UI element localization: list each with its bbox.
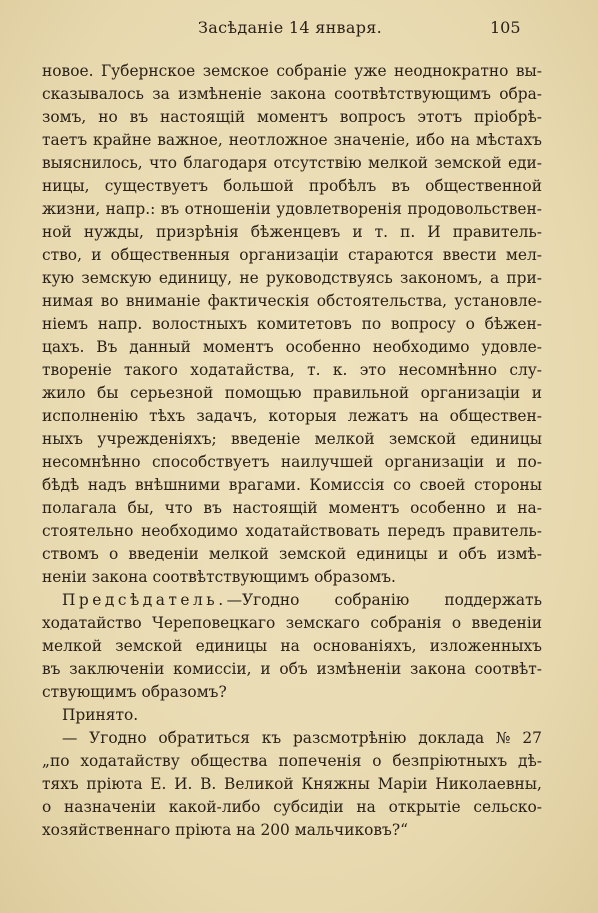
word: закона xyxy=(269,85,326,103)
word: собраніе xyxy=(276,62,347,80)
text-line xyxy=(42,221,542,244)
word: измѣненіе xyxy=(178,85,262,103)
word: при- xyxy=(506,269,542,287)
word: зомъ, xyxy=(42,108,87,126)
word: правитель- xyxy=(452,522,542,540)
word: земской xyxy=(279,545,347,563)
word: о xyxy=(372,752,382,770)
word: фактическія xyxy=(207,292,310,310)
word: мел- xyxy=(505,246,542,264)
word: общества xyxy=(190,752,268,770)
word: измѣненіи xyxy=(316,660,402,678)
word: Череповецкаго xyxy=(152,614,276,632)
word: И xyxy=(427,223,441,241)
word: п. xyxy=(400,223,416,241)
text-line xyxy=(42,727,542,750)
word: напр. xyxy=(97,315,143,333)
word: Великой xyxy=(224,775,294,793)
word: ходатайство xyxy=(42,614,142,632)
body-text xyxy=(42,60,542,842)
word: уже xyxy=(354,62,387,80)
word: сельско- xyxy=(473,798,542,816)
text-line xyxy=(42,290,542,313)
word: мѣстахъ xyxy=(475,131,542,149)
text-line xyxy=(42,198,542,221)
word: задачъ, xyxy=(196,407,258,425)
word: ввести xyxy=(442,246,497,264)
word: дѣ- xyxy=(517,752,542,770)
word: на- xyxy=(517,499,542,517)
page-number: 105 xyxy=(490,18,521,37)
text-line xyxy=(42,635,542,658)
word: слу- xyxy=(509,361,542,379)
word: необходимо xyxy=(141,522,238,540)
word: стоятельно xyxy=(42,522,134,540)
word: бѣженцевъ xyxy=(250,223,341,241)
speaker-name: Предсѣдатель. xyxy=(62,591,227,609)
word: организаціи xyxy=(420,384,521,402)
text-line xyxy=(42,106,542,129)
word: мелкой xyxy=(42,637,102,655)
running-header xyxy=(0,18,598,42)
word: ибо xyxy=(415,131,445,149)
word: Николаевны, xyxy=(435,775,542,793)
word: новое. xyxy=(42,62,94,80)
word: ницы, xyxy=(42,177,90,195)
word: на xyxy=(419,407,439,425)
word: доклада xyxy=(418,729,485,747)
word: земское xyxy=(202,62,269,80)
text-line xyxy=(42,566,542,589)
word: субсидіи xyxy=(273,798,344,816)
word: ныхъ xyxy=(42,430,83,448)
word: мелкой xyxy=(208,545,269,563)
word: собранію xyxy=(334,591,410,609)
word: 27 xyxy=(522,729,542,747)
word: безпріютныхъ xyxy=(392,752,508,770)
word: этотъ xyxy=(417,108,463,126)
word: нимая xyxy=(42,292,94,310)
word: измѣ- xyxy=(496,545,542,563)
word: ходатайству xyxy=(80,752,180,770)
word: помощью xyxy=(224,384,302,402)
word: ніемъ xyxy=(42,315,89,333)
word: удовле- xyxy=(481,338,542,356)
text-line xyxy=(42,681,542,704)
word: лежатъ xyxy=(347,407,409,425)
word: это xyxy=(359,361,387,379)
word: способствуетъ xyxy=(151,453,270,471)
word: о xyxy=(108,545,119,563)
word: Е. xyxy=(150,775,167,793)
word: и xyxy=(531,384,542,402)
word: удовлетворенія xyxy=(276,200,402,218)
word: учрежденіяхъ; xyxy=(97,430,217,448)
word: продовольствен- xyxy=(407,200,542,218)
text-line xyxy=(42,658,542,681)
word: назначеніи xyxy=(64,798,156,816)
word: стараются xyxy=(347,246,434,264)
word: моментъ xyxy=(328,499,400,517)
word: Комиссія xyxy=(309,476,385,494)
word: мелкой xyxy=(314,430,375,448)
word: волостныхъ xyxy=(152,315,248,333)
word: бы xyxy=(96,384,119,402)
word: кую xyxy=(42,269,75,287)
text-line xyxy=(42,819,542,842)
word: комиссіи, xyxy=(173,660,252,678)
word: въ xyxy=(203,499,222,517)
word: пріобрѣ- xyxy=(474,108,542,126)
word: не xyxy=(239,269,259,287)
word: и xyxy=(260,660,271,678)
word: надъ xyxy=(87,476,127,494)
word: закономъ, xyxy=(400,269,483,287)
word: объ xyxy=(458,545,487,563)
text-line xyxy=(42,451,542,474)
text-line xyxy=(42,796,542,819)
word: жило xyxy=(42,384,86,402)
word: значеніе, xyxy=(333,131,410,149)
word: на xyxy=(356,798,376,816)
text-line xyxy=(42,497,542,520)
word: о xyxy=(42,798,52,816)
word: напр.: xyxy=(105,200,156,218)
text-line xyxy=(42,336,542,359)
word: твореніе xyxy=(42,361,112,379)
word: попеченія xyxy=(278,752,362,770)
word: единицы xyxy=(356,545,428,563)
word: существуетъ xyxy=(104,177,209,195)
text-line xyxy=(42,773,542,796)
word: выяснилось, xyxy=(42,154,143,172)
word: общественной xyxy=(425,177,542,195)
word: передъ xyxy=(387,522,446,540)
word: введеніи xyxy=(471,614,542,632)
word: обществен- xyxy=(449,407,542,425)
word: поддержать xyxy=(444,591,542,609)
word: введеніе xyxy=(231,430,301,448)
word: ходатайствовать xyxy=(245,522,380,540)
word: Губернское xyxy=(100,62,196,80)
word: неотложное xyxy=(228,131,328,149)
word: внѣшними xyxy=(135,476,221,494)
word: настоящій xyxy=(232,499,318,517)
word: земскаго xyxy=(285,614,360,632)
word: со xyxy=(393,476,412,494)
word: въ xyxy=(160,200,180,218)
word: моментъ xyxy=(257,108,328,126)
word: стороны xyxy=(473,476,542,494)
word: единицы xyxy=(195,637,268,655)
word: бѣдѣ xyxy=(42,476,80,494)
text-line xyxy=(42,60,542,83)
word: нужды, xyxy=(83,223,144,241)
word: настоящій xyxy=(160,108,246,126)
word: таетъ xyxy=(42,131,88,149)
word: единицу, xyxy=(158,269,233,287)
word: благодаря xyxy=(183,154,268,172)
word: заключеніи xyxy=(69,660,165,678)
word: своей xyxy=(419,476,466,494)
word: на xyxy=(280,637,300,655)
word: правитель- xyxy=(452,223,542,241)
word: И. xyxy=(174,775,193,793)
text-line xyxy=(42,359,542,382)
word: единицы xyxy=(470,430,542,448)
word: Маріи xyxy=(377,775,428,793)
word: и xyxy=(496,499,507,517)
word: руководствуясь xyxy=(265,269,393,287)
word: комитетовъ xyxy=(256,315,352,333)
word: и xyxy=(352,223,363,241)
word: большой xyxy=(223,177,294,195)
word: соотвѣт- xyxy=(474,660,542,678)
word: особенно xyxy=(410,499,486,517)
line-text: хозяйственнаго пріюта на 200 мальчиковъ?“ xyxy=(42,821,408,839)
text-line xyxy=(42,612,542,635)
word: что xyxy=(164,499,193,517)
word: какой-либо xyxy=(168,798,261,816)
word: правильной xyxy=(313,384,410,402)
word: закона xyxy=(410,660,466,678)
text-line xyxy=(42,543,542,566)
text-line xyxy=(42,589,542,612)
text-line xyxy=(42,474,542,497)
word: цахъ. xyxy=(42,338,85,356)
line-text: ствующимъ образомъ? xyxy=(42,683,227,701)
word: важное, xyxy=(157,131,223,149)
word: ствомъ xyxy=(42,545,99,563)
word: бы, xyxy=(127,499,154,517)
word: и xyxy=(91,246,102,264)
word: моментъ xyxy=(202,338,274,356)
word: основаніяхъ, xyxy=(313,637,417,655)
word: крайне xyxy=(93,131,152,149)
word: введеніи xyxy=(128,545,199,563)
word: земской xyxy=(115,637,183,655)
text-line xyxy=(42,520,542,543)
word: на xyxy=(450,131,470,149)
word: данный xyxy=(129,338,191,356)
word: что xyxy=(149,154,178,172)
word: особенно xyxy=(285,338,361,356)
word: а xyxy=(489,269,500,287)
word: мелкой xyxy=(367,154,428,172)
word: еди- xyxy=(507,154,542,172)
word: во xyxy=(100,292,119,310)
word: полагала xyxy=(42,499,117,517)
word: отношеніи xyxy=(184,200,271,218)
word: отсутствію xyxy=(273,154,362,172)
text-line xyxy=(42,152,542,175)
word: к. xyxy=(332,361,348,379)
word: земской xyxy=(388,430,457,448)
word: обратиться xyxy=(158,729,250,747)
word: ходатайства, xyxy=(190,361,295,379)
word: и xyxy=(495,453,506,471)
word: соотвѣтствующимъ xyxy=(334,85,491,103)
word: Угодно xyxy=(89,729,147,747)
word: несомнѣнно xyxy=(42,453,141,471)
word: наилучшей xyxy=(280,453,374,471)
word: но xyxy=(98,108,118,126)
line-text: неніи закона соотвѣтствующимъ образомъ. xyxy=(42,568,396,586)
word: разсмотрѣнію xyxy=(292,729,407,747)
word: организаціи xyxy=(239,246,339,264)
word: исполненію xyxy=(42,407,139,425)
word: неоднократно xyxy=(394,62,509,80)
word: собранія xyxy=(370,614,442,632)
word: къ xyxy=(261,729,282,747)
word: вниманіе xyxy=(125,292,201,310)
word: В. xyxy=(200,775,217,793)
word: въ xyxy=(129,108,149,126)
word: серьезной xyxy=(129,384,214,402)
word: № xyxy=(496,729,511,747)
word: т. xyxy=(307,361,321,379)
word: по xyxy=(361,315,382,333)
text-line xyxy=(42,129,542,152)
text-line xyxy=(42,267,542,290)
word: установле- xyxy=(454,292,542,310)
word: сказывалось xyxy=(42,85,144,103)
text-line xyxy=(42,405,542,428)
word: бѣжен- xyxy=(484,315,542,333)
word: и xyxy=(438,545,449,563)
word: тѣхъ xyxy=(149,407,186,425)
text-line xyxy=(42,428,542,451)
word: объ xyxy=(279,660,308,678)
line-text: Принято. xyxy=(62,706,139,724)
text-line xyxy=(42,382,542,405)
text-line xyxy=(42,83,542,106)
word: призрѣнія xyxy=(155,223,239,241)
word: вы- xyxy=(515,62,542,80)
word: изложенныхъ xyxy=(429,637,542,655)
word: тяхъ xyxy=(42,775,79,793)
word: такого xyxy=(124,361,178,379)
word: ство, xyxy=(42,246,82,264)
speaker-remark xyxy=(227,589,542,612)
text-line xyxy=(42,750,542,773)
word: обра- xyxy=(499,85,542,103)
word: о xyxy=(451,614,462,632)
word: обстоятельства, xyxy=(316,292,448,310)
text-line xyxy=(42,704,542,727)
word: необходимо xyxy=(372,338,470,356)
word: „по xyxy=(42,752,70,770)
word: открытіе xyxy=(388,798,461,816)
word: вопросу xyxy=(390,315,456,333)
word: Въ xyxy=(96,338,118,356)
word: по- xyxy=(517,453,542,471)
word: за xyxy=(152,85,170,103)
word: вопросъ xyxy=(339,108,406,126)
word: въ xyxy=(391,177,410,195)
word: пробѣлъ xyxy=(308,177,377,195)
word: — xyxy=(62,729,78,747)
word: пріюта xyxy=(86,775,143,793)
word: въ xyxy=(42,660,61,678)
word: общественныя xyxy=(110,246,231,264)
word: жизни, xyxy=(42,200,101,218)
word: врагами. xyxy=(228,476,301,494)
text-line xyxy=(42,244,542,267)
word: организаціи xyxy=(384,453,485,471)
word: ной xyxy=(42,223,72,241)
word: земской xyxy=(434,154,502,172)
word: —Угодно xyxy=(226,591,300,609)
text-line xyxy=(42,313,542,336)
word: земскую xyxy=(81,269,152,287)
word: о xyxy=(465,315,475,333)
word: Княжны xyxy=(301,775,370,793)
word: т. xyxy=(374,223,389,241)
running-title: Засѣданіе 14 января. xyxy=(198,18,383,37)
text-line xyxy=(42,175,542,198)
word: несомнѣнно xyxy=(398,361,497,379)
word: которыя xyxy=(268,407,337,425)
